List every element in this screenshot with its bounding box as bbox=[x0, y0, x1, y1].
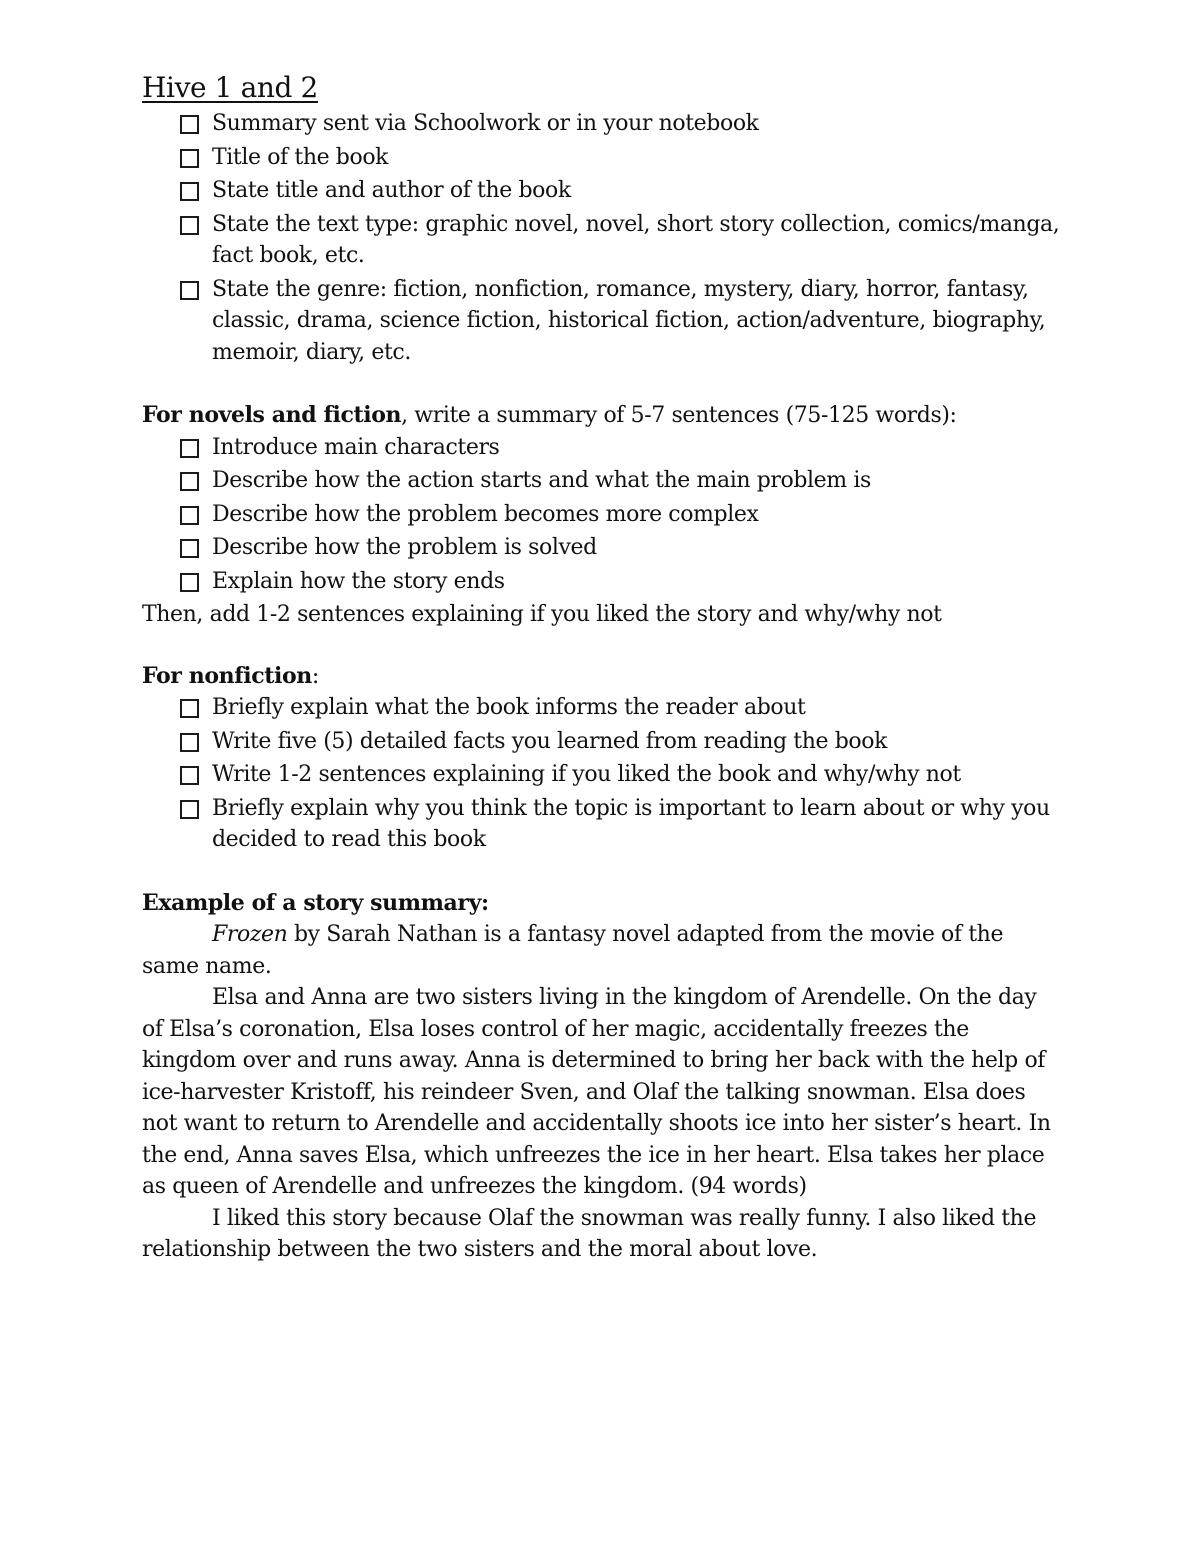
checkbox-icon[interactable] bbox=[180, 699, 199, 718]
example-heading-bold: Example of a story summary: bbox=[142, 889, 489, 916]
list-item-label: Introduce main characters bbox=[212, 434, 500, 460]
list-item bbox=[142, 759, 1062, 791]
list-item-label: Title of the book bbox=[212, 144, 389, 170]
example-paragraph-plot: Elsa and Anna are two sisters living in the kingdom of Arendelle. On the day of Elsa’s coronation, Elsa loses control of her magic, accidentally freezes the kingdom over and runs away. Anna is determined to bring her back with the help of ice-harvester Kristoff, his reindeer Sven, and Olaf the talking snowman. Elsa does not want to return to Arendelle and accidentally shoots ice into her sister’s heart. In the end, Anna saves Elsa, which unfreezes the ice in her heart. Elsa takes her place as queen of Arendelle and unfreezes the kingdom. (94 words) bbox=[142, 985, 1051, 1199]
list-item bbox=[142, 432, 1062, 464]
fiction-heading-bold: For novels and fiction bbox=[142, 402, 402, 428]
example-paragraph-opinion: I liked this story because Olaf the snowman was really funny. I also liked the relationship between the two sisters and the moral about love. bbox=[142, 1205, 1037, 1262]
checkbox-icon[interactable] bbox=[180, 800, 199, 819]
list-item-label: State the genre: fiction, nonfiction, romance, mystery, diary, horror, fantasy, classic, drama, science fiction, historical fiction, action/adventure, biography, memoir, diary, etc. bbox=[212, 276, 1046, 365]
list-item bbox=[142, 726, 1062, 758]
nonfiction-checklist bbox=[142, 692, 1062, 856]
spacer bbox=[142, 631, 1062, 661]
fiction-checklist bbox=[142, 432, 1062, 598]
list-item bbox=[142, 142, 1062, 174]
nonfiction-heading-rest: : bbox=[311, 663, 319, 689]
list-item bbox=[142, 566, 1062, 598]
list-item-label: Explain how the story ends bbox=[212, 568, 505, 594]
list-item-label: Describe how the action starts and what the main problem is bbox=[212, 468, 871, 493]
list-item-label: Describe how the problem becomes more complex bbox=[212, 501, 759, 527]
list-item-label: Describe how the problem is solved bbox=[212, 535, 597, 560]
list-item bbox=[142, 209, 1062, 272]
nonfiction-heading-bold: For nonfiction bbox=[142, 662, 312, 689]
checkbox-icon[interactable] bbox=[180, 539, 199, 558]
list-item-label: Write five (5) detailed facts you learned from reading the book bbox=[212, 728, 888, 754]
fiction-heading-rest: , write a summary of 5-7 sentences (75-125 words): bbox=[401, 403, 957, 428]
list-item-label: Write 1-2 sentences explaining if you liked the book and why/why not bbox=[212, 762, 961, 787]
list-item bbox=[142, 465, 1062, 497]
checkbox-icon[interactable] bbox=[180, 506, 199, 525]
list-item bbox=[142, 274, 1062, 369]
page-title: Hive 1 and 2 bbox=[142, 71, 318, 104]
list-item-label: Briefly explain why you think the topic is important to learn about or why you decided to read this book bbox=[212, 795, 1050, 852]
checkbox-icon[interactable] bbox=[180, 182, 199, 201]
list-item bbox=[142, 532, 1062, 564]
list-item-label: Briefly explain what the book informs the reader about bbox=[212, 695, 806, 720]
example-heading bbox=[142, 888, 1062, 920]
document-page bbox=[142, 70, 1062, 1266]
example-intro-text: by Sarah Nathan is a fantasy novel adapted from the movie of the same name. bbox=[142, 922, 1004, 979]
list-item-label: State title and author of the book bbox=[212, 178, 571, 203]
checkbox-icon[interactable] bbox=[180, 281, 199, 300]
spacer bbox=[142, 858, 1062, 888]
checkbox-icon[interactable] bbox=[180, 472, 199, 491]
list-item bbox=[142, 793, 1062, 856]
checkbox-icon[interactable] bbox=[180, 733, 199, 752]
list-item bbox=[142, 499, 1062, 531]
nonfiction-heading bbox=[142, 661, 1062, 693]
list-item-label: Summary sent via Schoolwork or in your notebook bbox=[212, 111, 759, 136]
checkbox-icon[interactable] bbox=[180, 439, 199, 458]
checkbox-icon[interactable] bbox=[180, 573, 199, 592]
spacer bbox=[142, 370, 1062, 400]
fiction-closing: Then, add 1-2 sentences explaining if you liked the story and why/why not bbox=[142, 602, 942, 627]
list-item bbox=[142, 175, 1062, 207]
checkbox-icon[interactable] bbox=[180, 766, 199, 785]
fiction-heading bbox=[142, 400, 1062, 432]
list-item-label: State the text type: graphic novel, novel, short story collection, comics/manga, fact book, etc. bbox=[212, 211, 1060, 268]
list-item bbox=[142, 692, 1062, 724]
checkbox-icon[interactable] bbox=[180, 216, 199, 235]
list-item bbox=[142, 108, 1062, 140]
checkbox-icon[interactable] bbox=[180, 149, 199, 168]
checkbox-icon[interactable] bbox=[180, 115, 199, 134]
example-paragraph-intro bbox=[142, 919, 1062, 982]
book-title-italic: Frozen bbox=[212, 922, 288, 947]
requirements-checklist bbox=[142, 108, 1062, 368]
